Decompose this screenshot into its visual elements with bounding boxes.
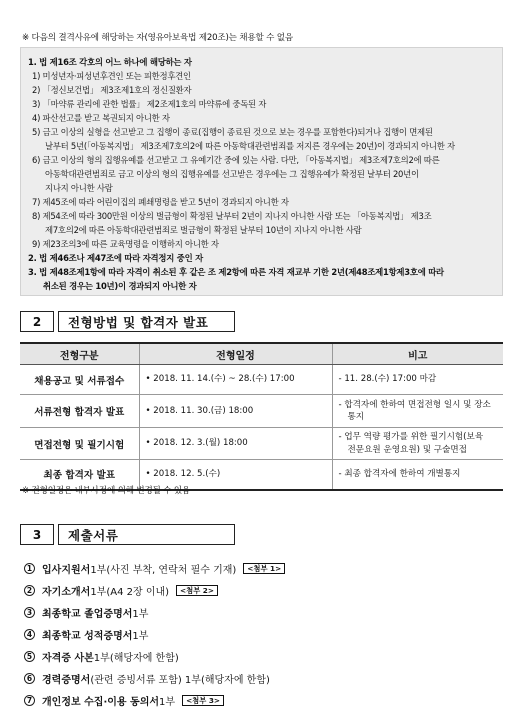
schedule-note: ※ 전형일정은 내부사정에 의해 변경될 수 있음 [22, 486, 191, 496]
note-line: 전문요원 운영요원) 및 구술면접 [347, 444, 467, 455]
disqualify-sub-2: 2) 「정신보건법」 제3조제1호의 정신질환자 [32, 85, 192, 95]
stage-cell: 서류전형 합격자 발표 [20, 395, 139, 428]
header-stage: 전형구분 [20, 343, 139, 365]
table-row [20, 428, 503, 460]
document-item-6 [24, 671, 270, 686]
document-desc: 1부(사진 부착, 연락처 필수 기재) [90, 565, 237, 576]
disqualify-sub-5-cont: 날부터 5년(「아동복지법」 제3조제7호의2에 따른 아동학대관련범죄를 저지른 경우에는 20년)이 경과되지 아니한 자 [45, 141, 455, 151]
document-desc: 1부 [159, 697, 176, 708]
note-line: - 업무 역량 평가를 위한 필기시험(보육 [338, 432, 484, 443]
document-item-1 [24, 561, 285, 576]
disqualify-sub-6-cont2: 지나지 아니한 사람 [45, 183, 113, 193]
table-row [20, 365, 503, 395]
disqualify-item-2: 2. 법 제46조나 제47조에 따라 자격정지 중인 자 [28, 253, 203, 263]
attachment-tag: <첨부 1> [243, 563, 285, 574]
document-item-4 [24, 627, 148, 642]
document-desc: 1부 [132, 631, 149, 642]
date-cell: • 2018. 12. 3.(월) 18:00 [139, 428, 332, 460]
note-line: - 11. 28.(수) 17:00 마감 [338, 374, 437, 385]
attachment-tag: <첨부 3> [182, 695, 224, 706]
circled-number: 5 [24, 651, 35, 662]
schedule-header-row [20, 343, 503, 365]
note-cell [332, 428, 503, 460]
section-2-number: 2 [20, 311, 54, 332]
disqualify-sub-7: 7) 제45조에 따라 어린이집의 폐쇄명령을 받고 5년이 경과되지 아니한 자 [32, 197, 289, 207]
circled-number: 1 [24, 563, 35, 574]
stage-cell: 채용공고 및 서류접수 [20, 365, 139, 395]
disqualify-sub-1: 1) 미성년자·피성년후견인 또는 피한정후견인 [32, 71, 191, 81]
document-name: 개인정보 수집·이용 동의서 [42, 697, 160, 708]
note-cell [332, 395, 503, 428]
disqualification-box [20, 47, 503, 296]
document-name: 입사지원서 [42, 565, 91, 576]
note-cell [332, 365, 503, 395]
circled-number: 3 [24, 607, 35, 618]
document-name: 최종학교 졸업증명서 [42, 609, 133, 620]
section-2-title: 전형방법 및 합격자 발표 [58, 311, 235, 332]
disqualify-sub-6-cont: 아동학대관련범죄로 금고 이상의 형의 집행유예를 선고받은 경우에는 그 집행유예가 확정된 날부터 20년이 [45, 169, 419, 179]
disqualify-sub-4: 4) 파산선고를 받고 복권되지 아니한 자 [32, 113, 170, 123]
stage-cell: 최종 합격자 발표 [20, 460, 139, 490]
disqualify-sub-8-cont: 제7호의2에 따른 아동학대관련범죄로 벌금형이 확정된 날부터 10년이 지나지 아니한 사람 [45, 225, 362, 235]
note-line: - 합격자에 한하여 면접전형 일시 및 장소 [338, 399, 491, 410]
disqualify-sub-5: 5) 금고 이상의 실형을 선고받고 그 집행이 종료(집행이 종료된 것으로 보는 경우를 포함한다)되거나 집행이 면제된 [32, 127, 433, 137]
disqualification-notice: ※ 다음의 결격사유에 해당하는 자(영유아보육법 제20조)는 채용할 수 없음 [22, 33, 293, 43]
stage-cell: 면접전형 및 필기시험 [20, 428, 139, 460]
document-desc: 1부 [132, 609, 149, 620]
document-name: 자기소개서 [42, 587, 91, 598]
document-item-3 [24, 605, 148, 620]
schedule-table [20, 342, 503, 491]
section-3-title: 제출서류 [58, 524, 235, 545]
document-item-2 [24, 583, 218, 598]
circled-number: 2 [24, 585, 35, 596]
document-name: 자격증 사본 [42, 653, 94, 664]
note-line: 통지 [347, 412, 365, 422]
date-cell: • 2018. 12. 5.(수) [139, 460, 332, 490]
disqualify-sub-9: 9) 제23조의3에 따른 교육명령을 이행하지 아니한 자 [32, 239, 219, 249]
document-desc: 1부(해당자에 한함) [93, 653, 179, 664]
document-name: 경력증명서 [42, 675, 91, 686]
circled-number: 7 [24, 695, 35, 706]
header-note: 비고 [332, 343, 503, 365]
circled-number: 4 [24, 629, 35, 640]
document-item-7 [24, 693, 224, 708]
disqualify-item-1: 1. 법 제16조 각호의 어느 하나에 해당하는 자 [28, 57, 192, 67]
circled-number: 6 [24, 673, 35, 684]
date-cell: • 2018. 11. 14.(수) ~ 28.(수) 17:00 [139, 365, 332, 395]
document-desc: (관련 증빙서류 포함) 1부(해당자에 한함) [90, 675, 270, 686]
disqualify-item-3: 3. 법 제48조제1항에 따라 자격이 취소된 후 같은 조 제2항에 따른 자격 재교부 기한 2년(제48조제1항제3호에 따라 [28, 267, 444, 277]
disqualify-sub-6: 6) 금고 이상의 형의 집행유예를 선고받고 그 유예기간 중에 있는 사람. 다만, 「아동복지법」 제3조제7호의2에 따른 [32, 155, 440, 165]
attachment-tag: <첨부 2> [176, 585, 218, 596]
table-row [20, 395, 503, 428]
note-line: - 최종 합격자에 한하여 개별통지 [338, 469, 461, 480]
date-cell: • 2018. 11. 30.(금) 18:00 [139, 395, 332, 428]
document-name: 최종학교 성적증명서 [42, 631, 133, 642]
document-desc: 1부(A4 2장 이내) [90, 587, 170, 598]
header-date: 전형일정 [139, 343, 332, 365]
note-cell [332, 460, 503, 490]
disqualify-sub-8: 8) 제54조에 따라 300만원 이상의 벌금형이 확정된 날부터 2년이 지나지 아니한 사람 또는 「아동복지법」 제3조 [32, 211, 432, 221]
disqualify-item-3-cont: 취소된 경우는 10년)이 경과되지 아니한 자 [43, 281, 197, 291]
document-item-5 [24, 649, 179, 664]
section-3-number: 3 [20, 524, 54, 545]
disqualify-sub-3: 3) 「마약류 관리에 관한 법률」 제2조제1호의 마약류에 중독된 자 [32, 99, 267, 109]
